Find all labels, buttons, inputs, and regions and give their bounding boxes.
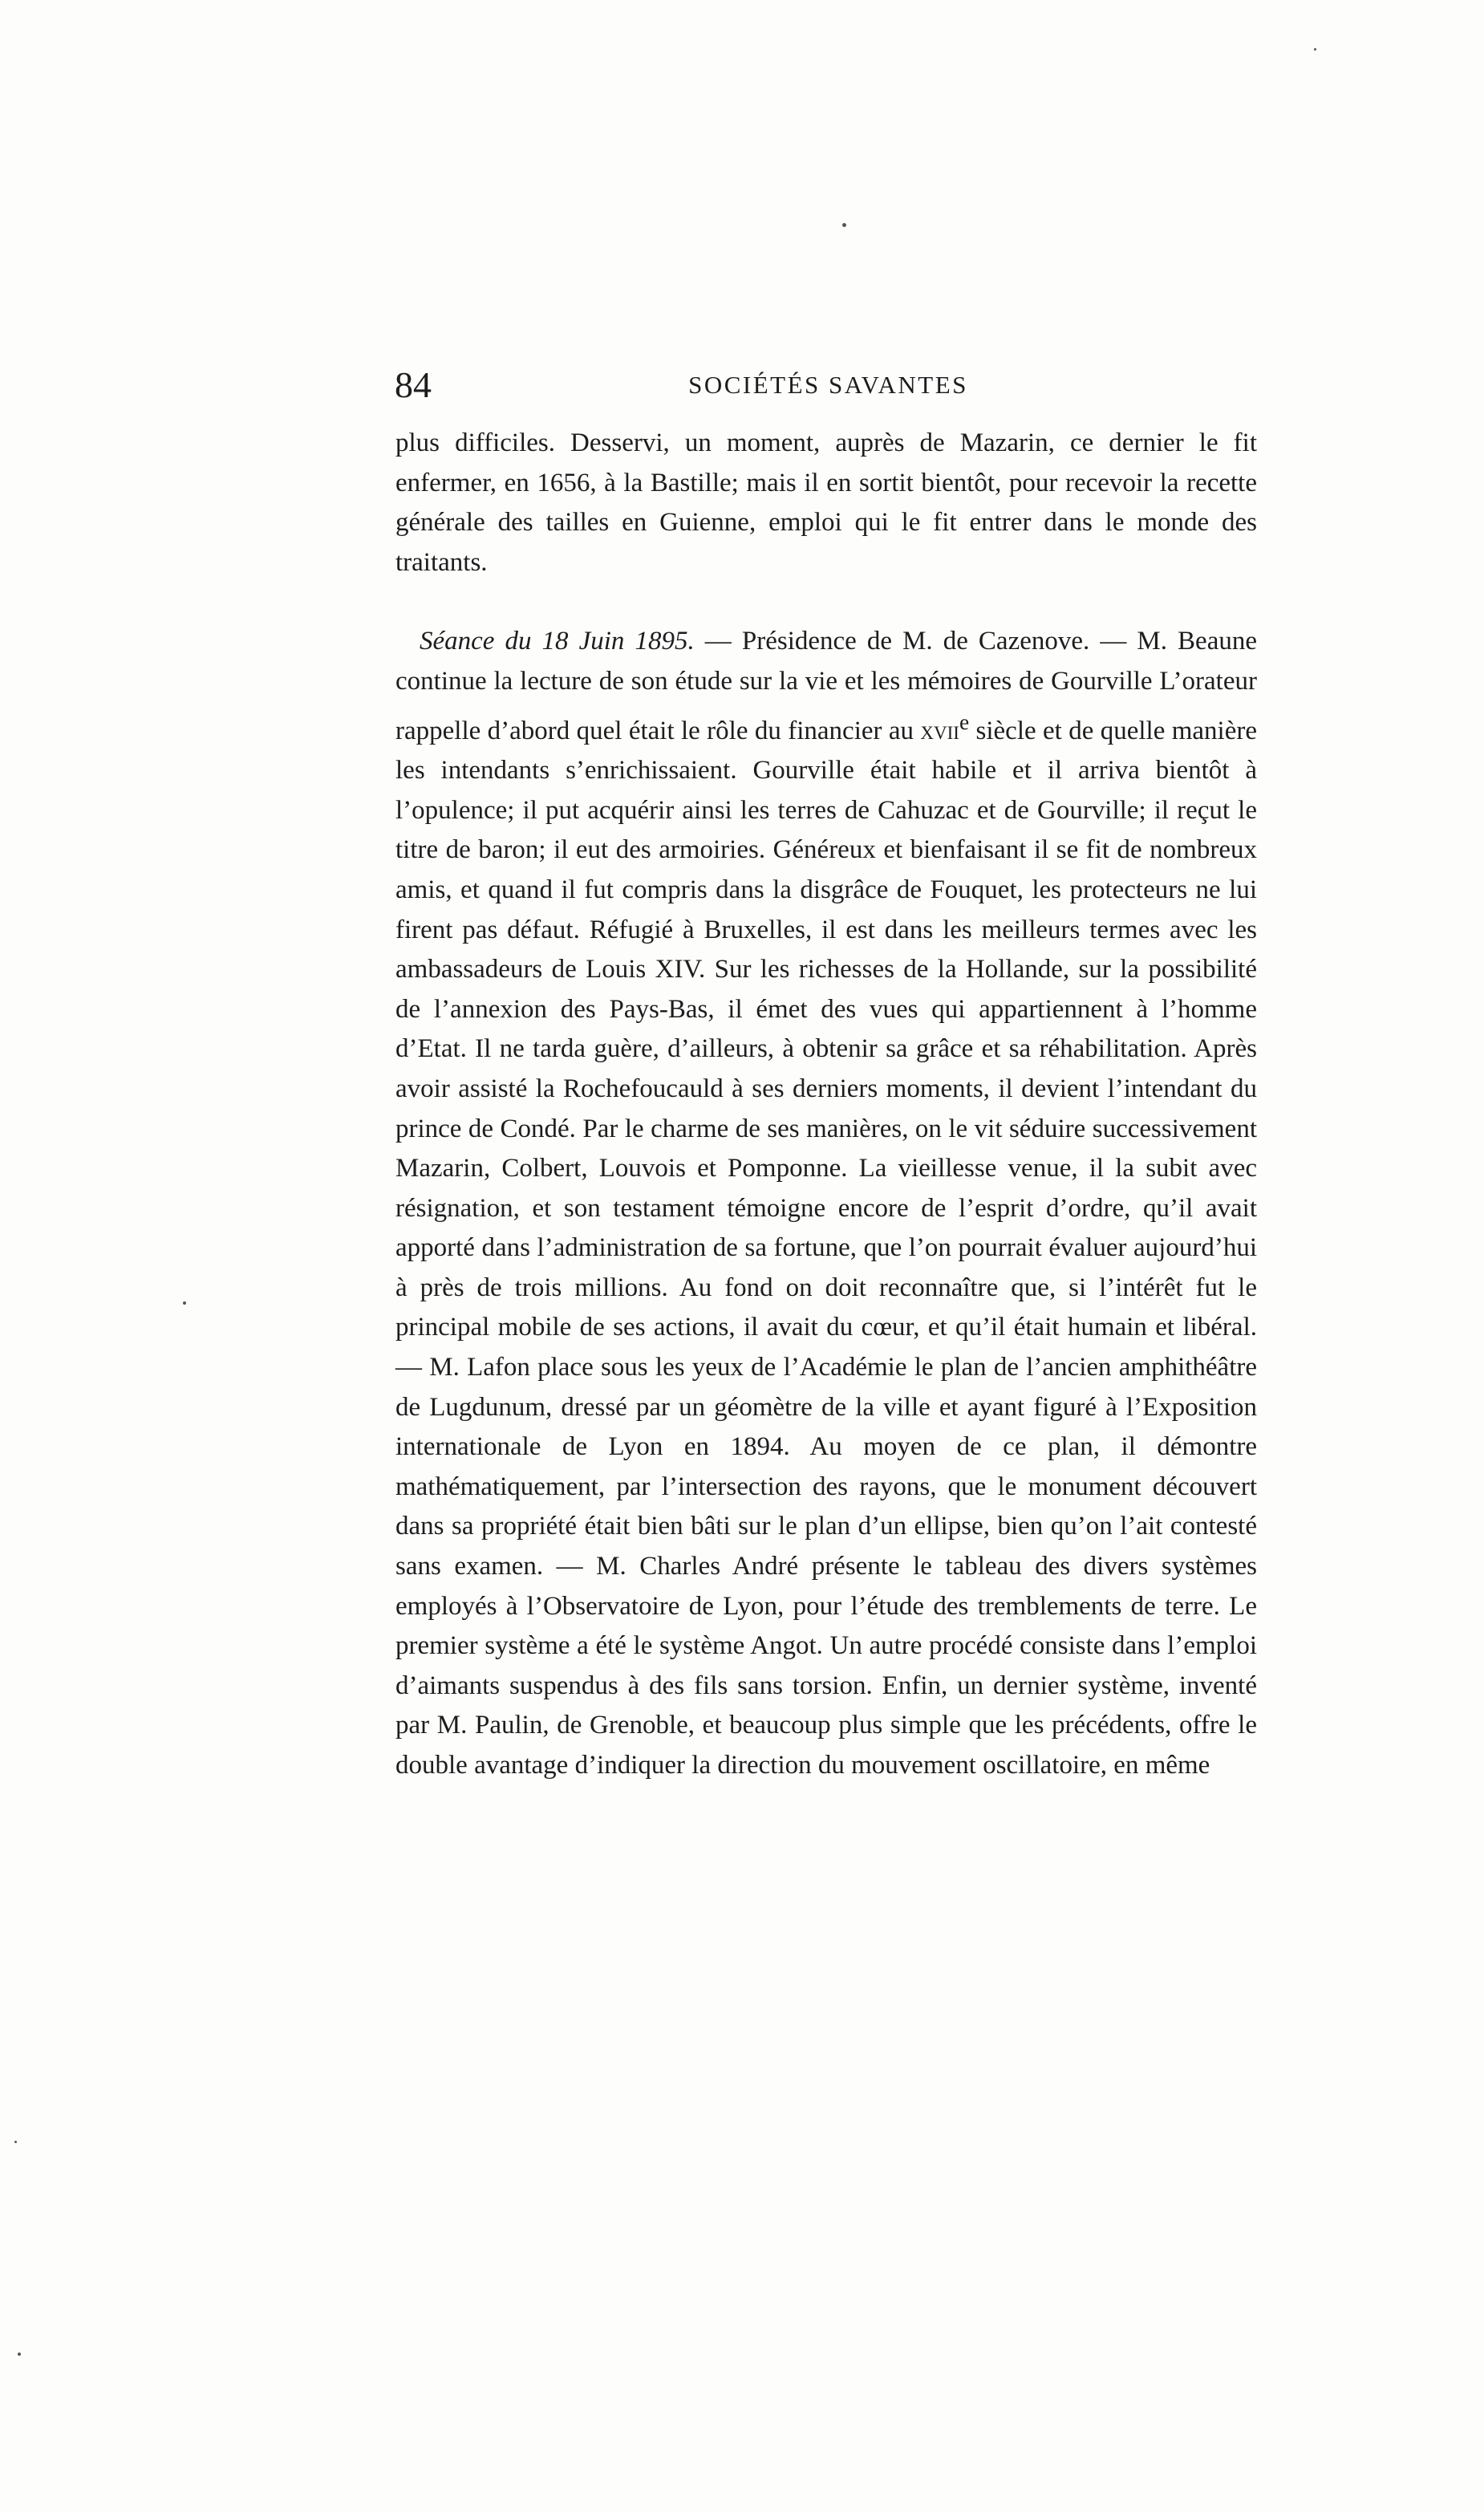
seance-heading: Séance du 18 Juin 1895.	[420, 627, 695, 656]
seance-intro: — Présidence de M. de Cazenove. — M. Beaune continue la lecture de son étude sur la vie et les mémoires de Gourville L’orateur rappelle d’abord quel était le rôle du financier au	[395, 627, 1257, 745]
running-title: SOCIÉTÉS SAVANTES	[688, 371, 968, 399]
scan-speck	[18, 2353, 21, 2356]
scan-speck	[1314, 48, 1316, 51]
scan-speck	[14, 2141, 17, 2143]
century-numeral: xvii	[920, 716, 959, 745]
body-text	[395, 424, 1257, 1786]
century-suffix: e	[959, 708, 970, 734]
seance-body: siècle et de quelle manière les intendants s’enrichissaient. Gourville était habile et il arriva bientôt à l’opulence; il put acquérir ainsi les terres de Cahuzac et de Gourville; il reçut le titre de baron; il eut des armoiries. Généreux et bienfaisant il se fit de nombreux amis, et quand il fut compris dans la disgrâce de Fouquet, les protecteurs ne lui firent pas défaut. Réfugié à Bruxelles, il est dans les meilleurs termes avec les ambassadeurs de Louis XIV. Sur les richesses de la Hollande, sur la possibilité de l’annexion des Pays-Bas, il émet des vues qui appartiennent à l’homme d’Etat. Il ne tarda guère, d’ailleurs, à obtenir sa grâce et sa réhabilitation. Après avoir assisté la Rochefoucauld à ses derniers moments, il devient l’intendant du prince de Condé. Par le charme de ses manières, on le vit séduire successivement Mazarin, Colbert, Louvois et Pomponne. La vieillesse venue, il la subit avec résignation, et son testament témoigne encore de l’esprit d’ordre, qu’il avait apporté dans l’administration de sa fortune, que l’on pourrait évaluer aujourd’hui à près de trois millions. Au fond on doit reconnaître que, si l’intérêt fut le principal mobile de ses actions, il avait du cœur, et qu’il était humain et libéral. — M. Lafon place sous les yeux de l’Académie le plan de l’ancien amphithéâtre de Lugdunum, dressé par un géomètre de la ville et ayant figuré à l’Exposition internationale de Lyon en 1894. Au moyen de ce plan, il démontre mathématiquement, par l’intersection des rayons, que le monument découvert dans sa propriété était bien bâti sur le plan d’un ellipse, bien qu’on l’ait contesté sans examen. — M. Charles André présente le tableau des divers systèmes employés à l’Observatoire de Lyon, pour l’étude des tremblements de terre. Le premier système a été le système Angot. Un autre procédé consiste dans l’emploi d’aimants suspendus à des fils sans torsion. Enfin, un dernier système, inventé par M. Paulin, de Grenoble, et beaucoup plus simple que les précédents, offre le double avantage d’indiquer la direction du mouvement oscillatoire, en même	[395, 716, 1258, 1780]
page-header	[393, 361, 1263, 409]
seance-paragraph	[395, 622, 1257, 1785]
scan-speck	[842, 223, 846, 227]
continuation-paragraph: plus difficiles. Desservi, un moment, auprès de Mazarin, ce dernier le fit enfermer, en 1656, à la Bastille; mais il en sortit bientôt, pour recevoir la recette générale des tailles en Guienne, emploi qui le fit entrer dans le monde des traitants.	[395, 428, 1257, 577]
page-number: 84	[395, 364, 432, 405]
scan-speck	[183, 1301, 186, 1305]
